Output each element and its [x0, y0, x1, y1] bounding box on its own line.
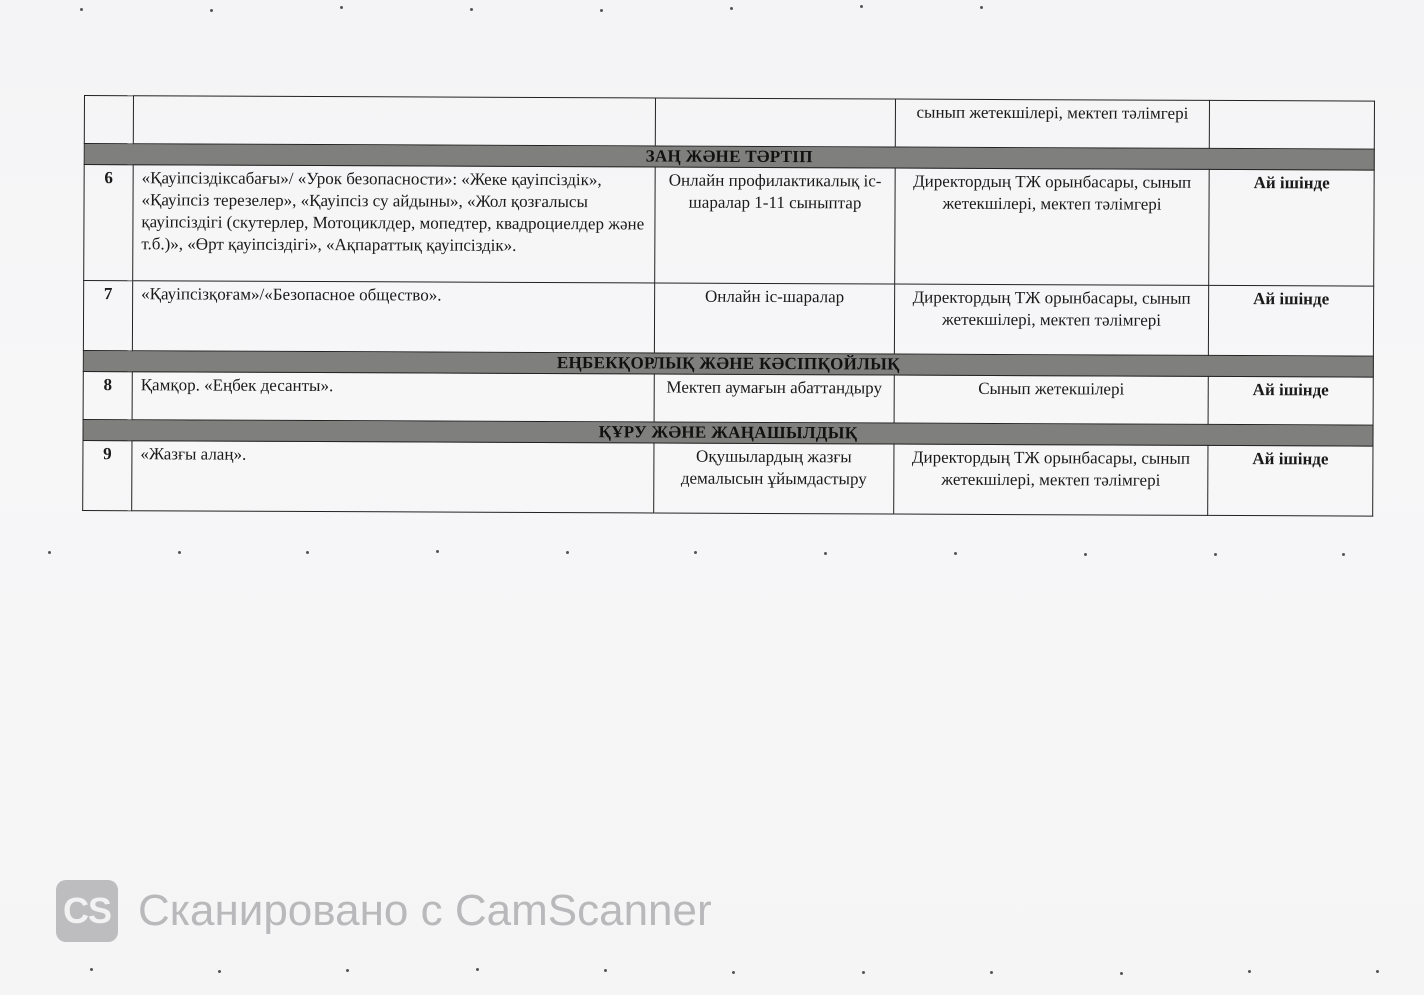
event-title: «Қауіпсізқоғам»/«Безопасное общество».	[132, 281, 654, 353]
row-number: 8	[83, 371, 132, 419]
watermark-text: Сканировано с CamScanner	[138, 886, 712, 935]
deadline	[1209, 100, 1374, 149]
scan-speck	[48, 551, 51, 554]
scan-speck	[1342, 553, 1345, 556]
scan-speck	[860, 5, 863, 8]
scan-speck	[732, 971, 735, 974]
scan-speck	[1376, 970, 1379, 973]
camscanner-watermark	[56, 880, 712, 942]
scan-speck	[990, 971, 993, 974]
responsible: Директордың ТЖ орынбасары, сынып жетекшілері, мектеп тәлімгері	[894, 444, 1208, 515]
table-row	[83, 281, 1373, 357]
responsible: Сынып жетекшілері	[894, 375, 1208, 424]
event-title: «Жазғы алаң».	[132, 441, 654, 513]
responsible: Директордың ТЖ орынбасары, сынып жетекшілері, мектеп тәлімгері	[894, 284, 1208, 355]
section-title: ҚҰРУ ЖӘНЕ ЖАҢАШЫЛДЫҚ	[83, 419, 1373, 446]
deadline: Ай ішінде	[1209, 169, 1375, 286]
section-title: ЗАҢ ЖӘНЕ ТӘРТІП	[84, 144, 1374, 171]
scan-speck	[346, 969, 349, 972]
scan-speck	[862, 971, 865, 974]
deadline: Ай ішінде	[1208, 285, 1373, 356]
deadline: Ай ішінде	[1208, 376, 1373, 425]
table-row	[83, 371, 1373, 425]
event-form: Мектеп аумағын абаттандыру	[654, 374, 894, 423]
table-row	[84, 165, 1374, 287]
row-number: 9	[83, 440, 132, 510]
responsible: Директордың ТЖ орынбасары, сынып жетекшілері, мектеп тәлімгері	[895, 168, 1210, 285]
scan-speck	[436, 550, 439, 553]
scan-speck	[566, 551, 569, 554]
scan-speck	[306, 551, 309, 554]
row-number: 7	[83, 281, 132, 351]
scan-speck	[954, 552, 957, 555]
scan-speck	[824, 552, 827, 555]
scan-speck	[210, 9, 213, 12]
scan-speck	[90, 968, 93, 971]
scan-speck	[1084, 553, 1087, 556]
scan-speck	[730, 7, 733, 10]
event-title	[133, 96, 655, 146]
event-form: Онлайн іс-шаралар	[654, 283, 894, 354]
scan-speck	[178, 551, 181, 554]
scan-speck	[600, 9, 603, 12]
event-form	[655, 98, 895, 147]
event-form: Онлайн профилактикалық іс-шаралар 1-11 сыныптар	[655, 167, 896, 284]
scan-speck	[604, 969, 607, 972]
event-title: «Қауіпсіздіксабағы»/ «Урок безопасности»: «Жеке қауіпсіздік», «Қауіпсіз терезелер», «Қауіпсіз су айдыны», «Жол қозғалысы қауіпсіздігі (скутерлер, Мотоциклдер, мопедтер, квадроциелдер және т.б.)», «Өрт қауіпсіздігі», «Ақпараттық қауіпсіздік».	[133, 165, 656, 283]
scan-speck	[80, 8, 83, 11]
scan-speck	[1214, 553, 1217, 556]
scan-speck	[476, 968, 479, 971]
activity-plan-table	[82, 95, 1375, 517]
table-row	[83, 440, 1373, 516]
responsible: сынып жетекшілері, мектеп тәлімгері	[895, 99, 1209, 148]
event-form: Оқушылардың жазғы демалысын ұйымдастыру	[654, 443, 894, 514]
scan-speck	[470, 8, 473, 11]
scan-speck	[980, 6, 983, 9]
scan-speck	[1248, 970, 1251, 973]
section-title: ЕҢБЕКҚОРЛЫҚ ЖӘНЕ КӘСІПҚОЙЛЫҚ	[83, 350, 1373, 377]
scan-speck	[1120, 972, 1123, 975]
event-title: Қамқор. «Еңбек десанты».	[132, 372, 654, 422]
table-row	[84, 96, 1374, 150]
row-number: 6	[84, 165, 134, 281]
scan-speck	[694, 551, 697, 554]
row-number	[84, 96, 133, 144]
scan-speck	[218, 970, 221, 973]
camscanner-logo-icon: CS	[56, 880, 118, 942]
scan-speck	[340, 6, 343, 9]
deadline: Ай ішінде	[1208, 445, 1373, 516]
